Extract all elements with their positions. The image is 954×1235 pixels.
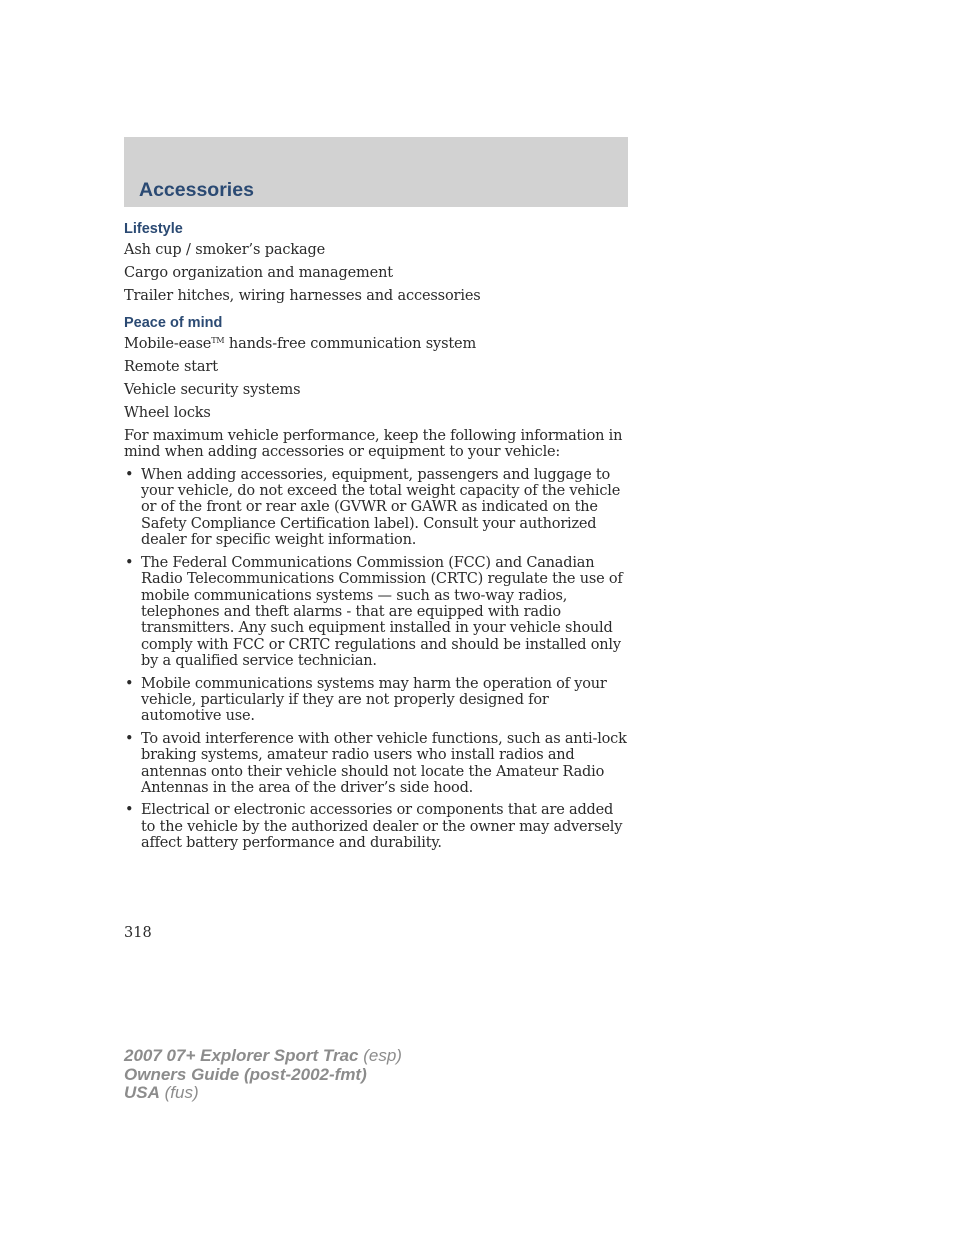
bullet-icon: • [125, 730, 134, 747]
peace-of-mind-item: Wheel locks [124, 404, 211, 421]
footer-market-code: (fus) [159, 1083, 199, 1102]
bullet-item [124, 802, 630, 851]
bullet-text: When adding accessories, equipment, passengers and luggage to your vehicle, do not exceed the total weight capacity of the vehicle or of the front or rear axle (GVWR or GAWR as indicated on the Safety Compliance Certification label). Consult your authorized dealer for specific weight information. [141, 466, 621, 549]
bullet-text: To avoid interference with other vehicle functions, such as anti-lock braking systems, amateur radio users who install radios and antennas onto their vehicle should not locate the Amateur Radio Antennas in the area of the driver’s side hood. [141, 730, 627, 796]
bullet-item [124, 676, 630, 725]
bullet-icon: • [125, 554, 134, 571]
footer-line-model [124, 1047, 402, 1066]
document-footer [124, 1047, 402, 1103]
footer-model-code: (esp) [358, 1046, 402, 1065]
footer-market: USA [124, 1083, 160, 1102]
bullet-icon: • [125, 466, 134, 483]
intro-paragraph: For maximum vehicle performance, keep the following information in mind when adding accessories or equipment to your vehicle: [124, 427, 623, 461]
page-number: 318 [124, 925, 152, 941]
footer-line-market [124, 1084, 402, 1103]
footer-guide: Owners Guide (post-2002-fmt) [124, 1064, 367, 1084]
mobile-ease-name: Mobile-ease [124, 336, 212, 353]
footer-model: 2007 07+ Explorer Sport Trac [124, 1046, 359, 1065]
bullet-list [124, 467, 630, 852]
peace-of-mind-item: Remote start [124, 359, 218, 376]
lifestyle-item: Cargo organization and management [124, 264, 393, 281]
bullet-text: The Federal Communications Commission (FCC) and Canadian Radio Telecommunications Commission (CRTC) regulate the use of mobile communications systems — such as two-way radios, telephones and theft alarms - that are equipped with radio transmitters. Any such equipment installed in your vehicle should comply with FCC or CRTC regulations and should be installed only by a qualified service technician. [141, 554, 623, 670]
peace-of-mind-item: Vehicle security systems [124, 382, 301, 399]
bullet-icon: • [125, 675, 134, 692]
mobile-ease-description: hands-free communication system [224, 336, 477, 353]
lifestyle-heading: Lifestyle [124, 221, 183, 237]
bullet-icon: • [125, 802, 134, 819]
trademark-mark: TM [211, 336, 225, 346]
lifestyle-item: Trailer hitches, wiring harnesses and accessories [124, 287, 481, 304]
section-title: Accessories [139, 179, 254, 201]
bullet-item [124, 467, 630, 549]
bullet-item [124, 555, 630, 670]
peace-of-mind-item-mobile-ease [124, 336, 630, 352]
bullet-text: Electrical or electronic accessories or components that are added to the vehicle by the authorized dealer or the owner may adversely affect battery performance and durability. [141, 802, 623, 852]
lifestyle-item: Ash cup / smoker’s package [124, 242, 326, 258]
bullet-item [124, 731, 630, 797]
footer-line-guide [124, 1066, 402, 1085]
section-header-band [124, 137, 628, 207]
bullet-text: Mobile communications systems may harm the operation of your vehicle, particularly if they are not properly designed for automotive use. [141, 675, 607, 725]
peace-of-mind-heading: Peace of mind [124, 315, 223, 332]
page-content [124, 220, 630, 858]
